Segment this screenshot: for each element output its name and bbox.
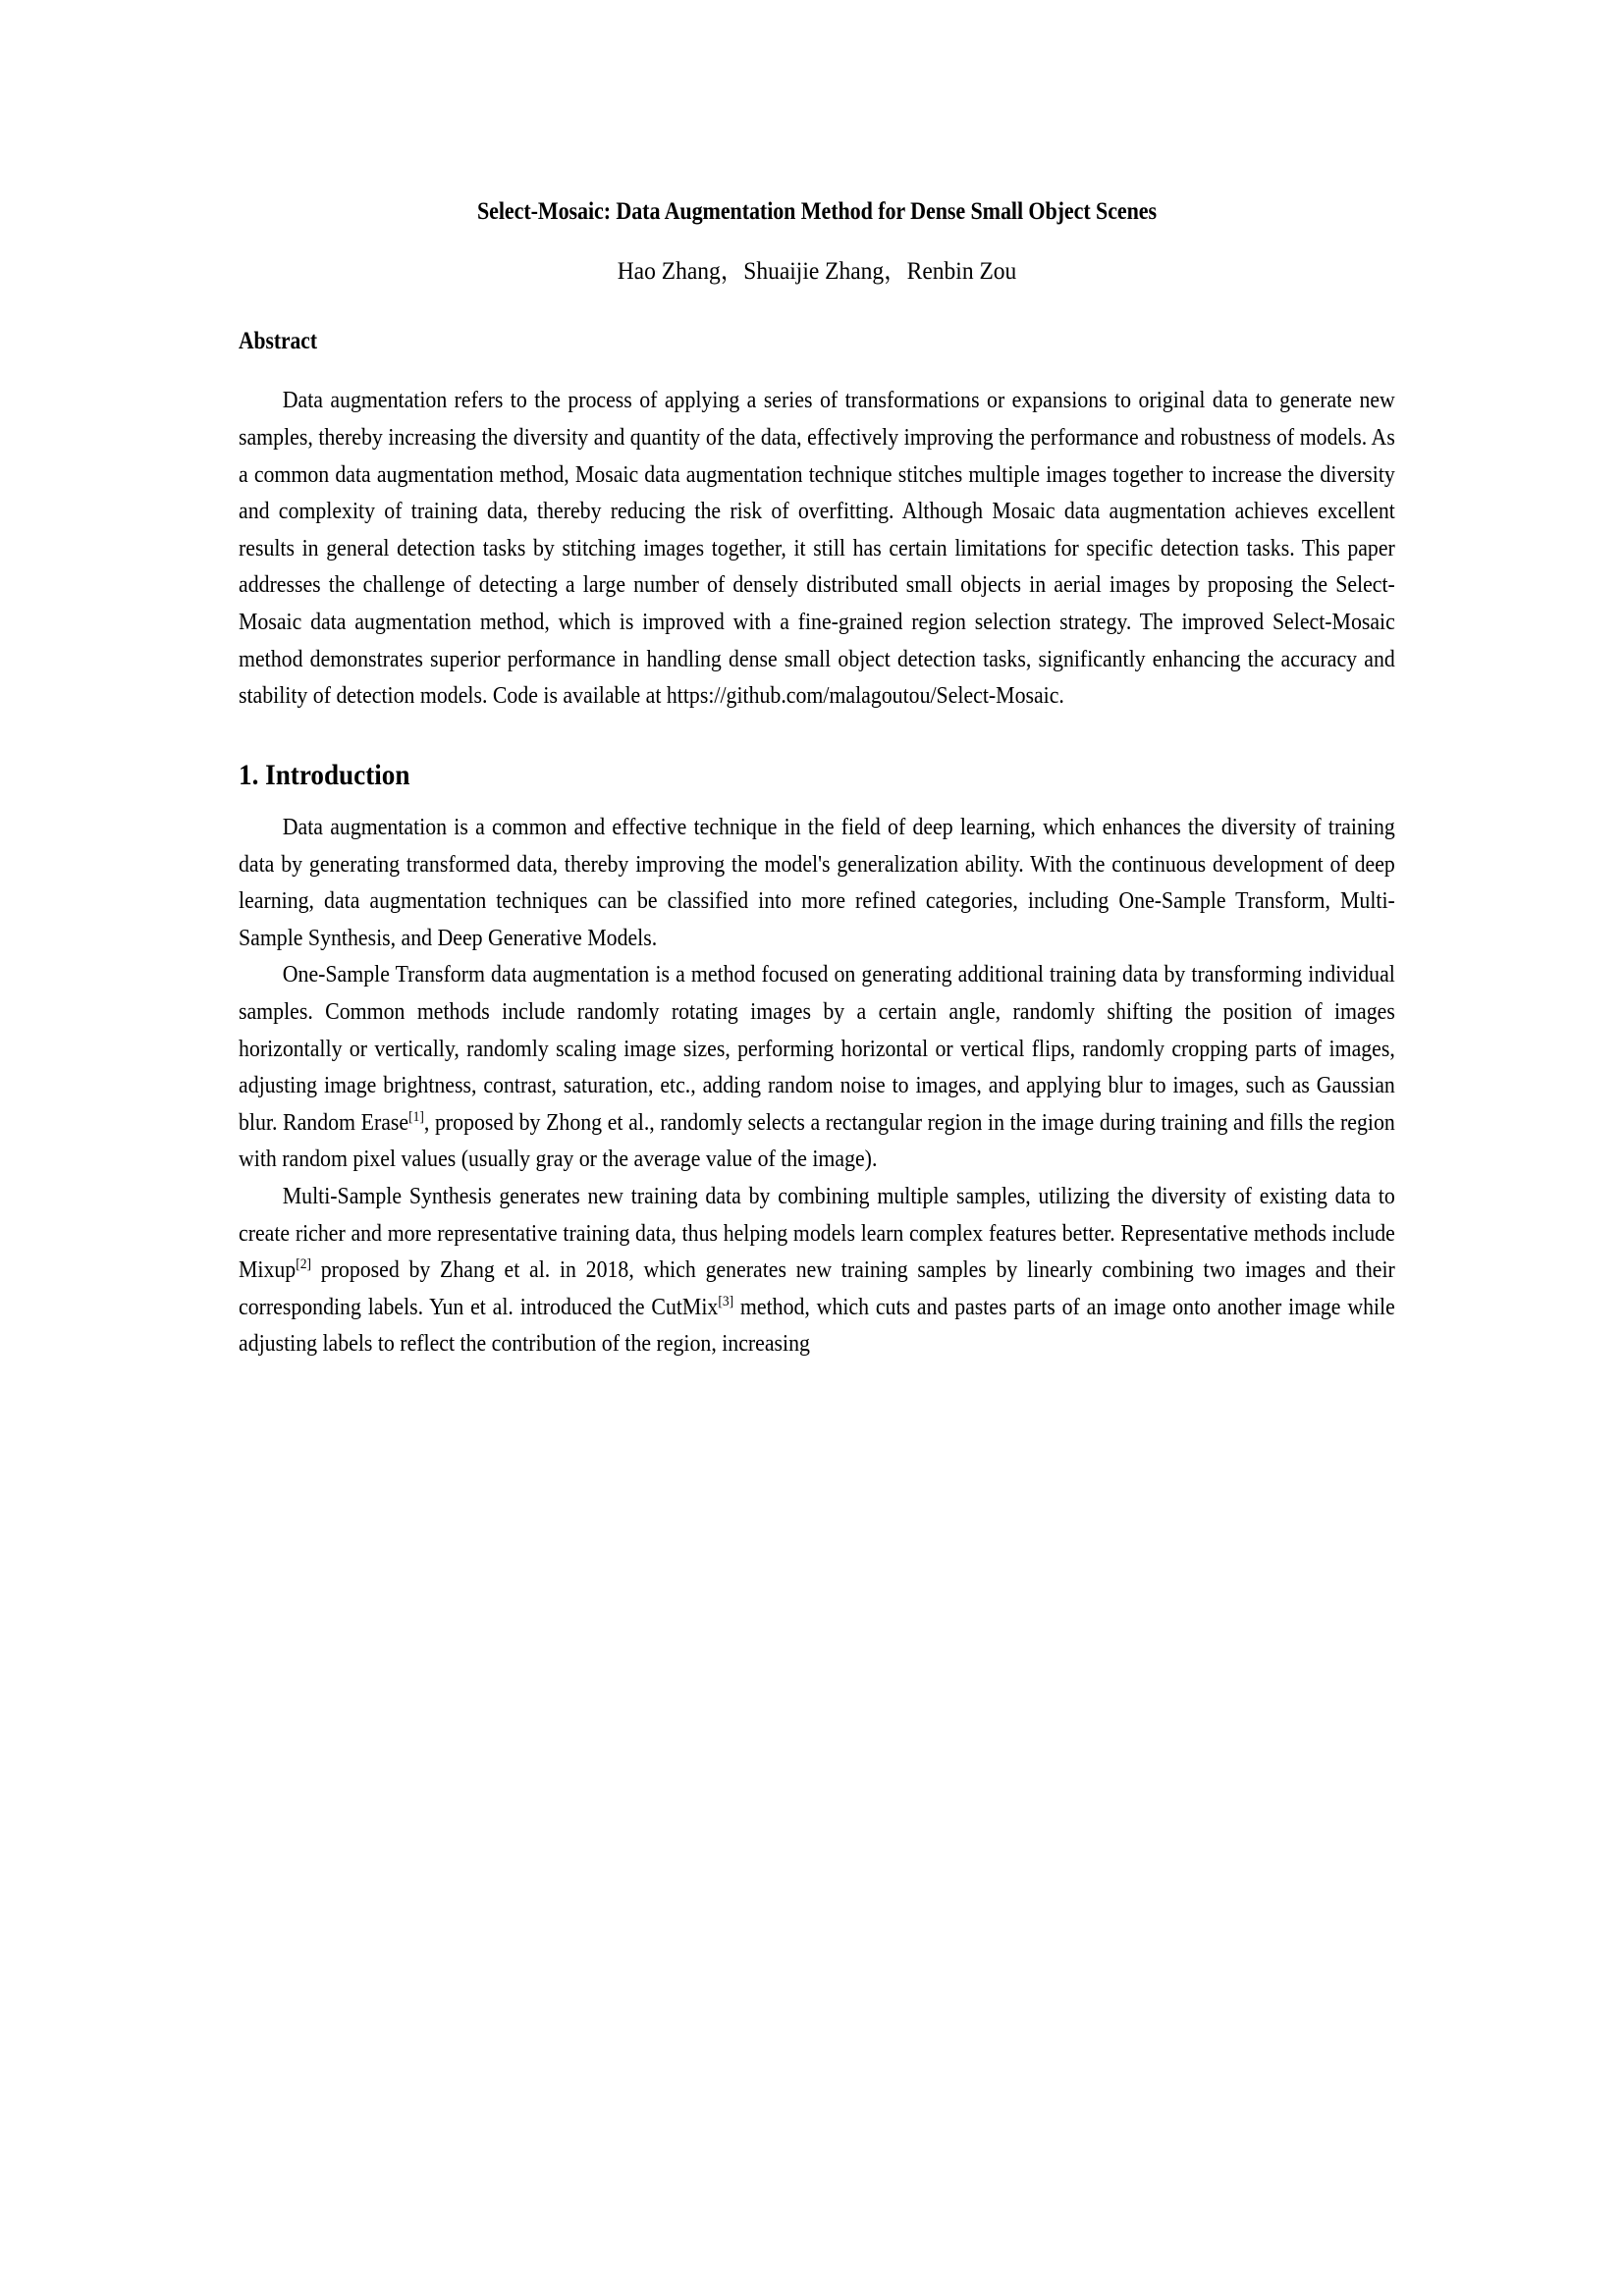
intro-paragraph-2-text-part2: , proposed by Zhong et al., randomly selects a rectangular region in the image during training and fills the region with random pixel values (usually gray or the average value of the image). — [239, 1108, 1395, 1173]
citation-ref-2: [2] — [296, 1256, 312, 1273]
abstract-heading: Abstract — [239, 328, 318, 355]
intro-paragraph-3 — [239, 1178, 1395, 1362]
citation-ref-3: [3] — [718, 1293, 734, 1309]
intro-paragraph-2 — [239, 956, 1395, 1178]
intro-paragraph-3-text-part1: Multi-Sample Synthesis generates new training data by combining multiple samples, utilizing the diversity of existing data to create richer and more representative training data, thus helping models learn complex features better. Representative methods include Mixup — [239, 1183, 1395, 1284]
page-title: Select-Mosaic: Data Augmentation Method for Dense Small Object Scenes — [477, 196, 1157, 225]
section-heading-introduction: 1. Introduction — [239, 759, 410, 791]
intro-paragraph-2-text-part1: One-Sample Transform data augmentation is a method focused on generating additional training data by transforming individual samples. Common methods include randomly rotating images by a certain angle, randomly shifting the position of images horizontally or vertically, randomly scaling image sizes, performing horizontal or vertical flips, randomly cropping parts of images, adjusting image brightness, contrast, saturation, etc., adding random noise to images, and applying blur to images, such as Gaussian blur. Random Erase — [239, 961, 1395, 1136]
intro-paragraph-3-text-part3: method, which cuts and pastes parts of an image onto another image while adjusting labels to reflect the contribution of the region, increasing — [239, 1293, 1395, 1358]
page-content — [239, 0, 1395, 1362]
citation-ref-1: [1] — [408, 1108, 424, 1125]
abstract-paragraph: Data augmentation refers to the process of applying a series of transformations or expansions to original data to generate new samples, thereby increasing the diversity and quantity of the data, effectively improving the performance and robustness of models. As a common data augmentation method, Mosaic data augmentation technique stitches multiple images together to increase the diversity and complexity of training data, thereby reducing the risk of overfitting. Although Mosaic data augmentation achieves excellent results in general detection tasks by stitching images together, it still has certain limitations for specific detection tasks. This paper addresses the challenge of detecting a large number of densely distributed small objects in aerial images by proposing the Select-Mosaic data augmentation method, which is improved with a fine-grained region selection strategy. The improved Select-Mosaic method demonstrates superior performance in handling dense small object detection tasks, significantly enhancing the accuracy and stability of detection models. Code is available at https://github.com/malagoutou/Select-Mosaic. — [239, 387, 1395, 710]
author-list: Hao Zhang，Shuaijie Zhang，Renbin Zou — [617, 257, 1017, 285]
intro-paragraph-1: Data augmentation is a common and effective technique in the field of deep learning, which enhances the diversity of training data by generating transformed data, thereby improving the model's generalization ability. With the continuous development of deep learning, data augmentation techniques can be classified into more refined categories, including One-Sample Transform, Multi-Sample Synthesis, and Deep Generative Models. — [239, 814, 1395, 951]
intro-paragraph-3-text-part2: proposed by Zhang et al. in 2018, which generates new training samples by linearly combining two images and their corresponding labels. Yun et al. introduced the CutMix — [239, 1256, 1395, 1320]
